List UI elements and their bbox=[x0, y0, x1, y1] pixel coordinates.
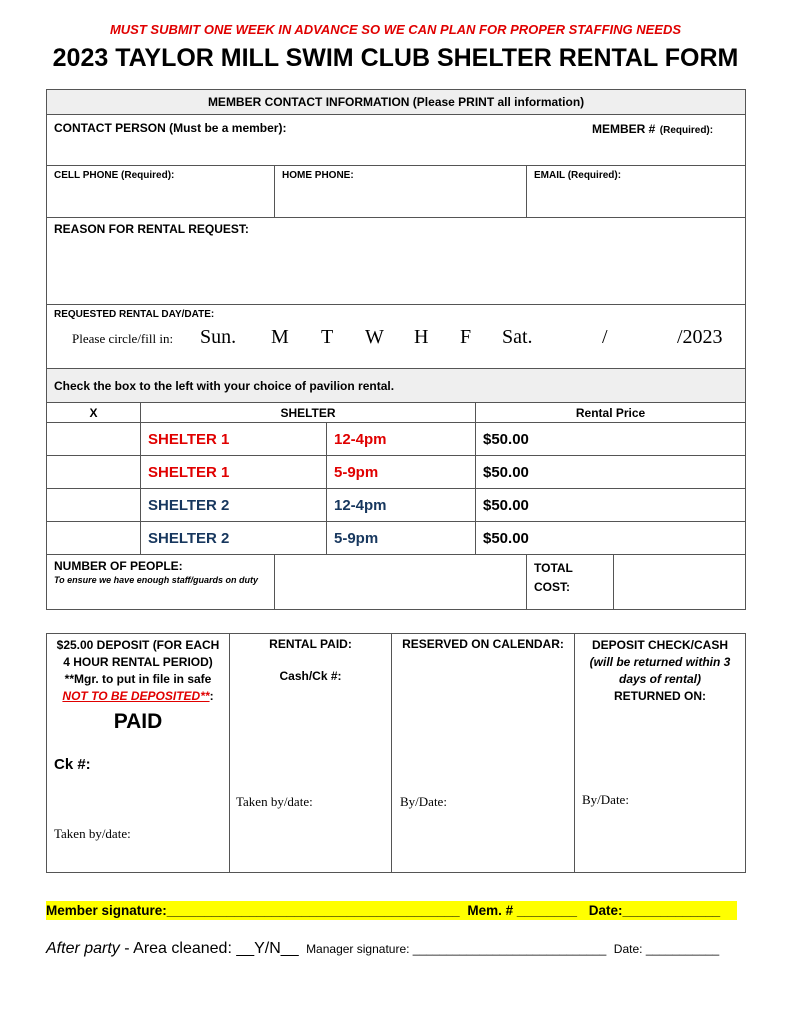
deposit-line3: **Mgr. to put in file in safe bbox=[64, 672, 212, 686]
number-of-people-label-cell bbox=[47, 555, 275, 610]
shelter-checkbox[interactable] bbox=[47, 456, 141, 489]
deposit-taken-by[interactable]: Taken by/date: bbox=[54, 826, 131, 841]
day-fri[interactable]: F bbox=[460, 326, 472, 348]
rental-paid-label: RENTAL PAID: bbox=[269, 637, 352, 651]
home-phone-field[interactable]: HOME PHONE: bbox=[275, 166, 527, 218]
requested-date-label: REQUESTED RENTAL DAY/DATE: bbox=[54, 309, 215, 320]
reserved-calendar-label: RESERVED ON CALENDAR: bbox=[402, 637, 564, 651]
date-year: /2023 bbox=[677, 326, 723, 348]
advance-notice: MUST SUBMIT ONE WEEK IN ADVANCE SO WE CAN PLAN FOR PROPER STAFFING NEEDS bbox=[109, 22, 682, 37]
shelter-name: SHELTER 1 bbox=[141, 423, 327, 456]
email-field[interactable]: EMAIL (Required): bbox=[527, 166, 746, 218]
day-tue[interactable]: T bbox=[321, 326, 334, 348]
shelter-price: $50.00 bbox=[476, 522, 746, 555]
shelter-checkbox[interactable] bbox=[47, 423, 141, 456]
returned-by-date[interactable]: By/Date: bbox=[582, 792, 629, 807]
day-mon[interactable]: M bbox=[271, 326, 289, 348]
shelter-time: 12-4pm bbox=[327, 423, 476, 456]
member-number-label: MEMBER # (Required): bbox=[591, 122, 714, 136]
shelter-time: 5-9pm bbox=[327, 522, 476, 555]
shelter-checkbox[interactable] bbox=[47, 489, 141, 522]
area-cleaned-label[interactable]: - Area cleaned: __Y/N__ bbox=[124, 940, 299, 957]
deposit-line2: 4 HOUR RENTAL PERIOD) bbox=[63, 655, 213, 669]
reserved-by-date[interactable]: By/Date: bbox=[400, 794, 447, 809]
total-cost-label: TOTAL COST: bbox=[527, 555, 614, 610]
deposit-check-title: DEPOSIT CHECK/CASH bbox=[591, 638, 728, 652]
day-sat[interactable]: Sat. bbox=[502, 326, 533, 348]
reason-field[interactable]: REASON FOR RENTAL REQUEST: bbox=[47, 218, 746, 305]
member-number-blank[interactable]: ________ bbox=[516, 903, 577, 918]
member-signature-line[interactable] bbox=[46, 901, 737, 920]
after-party-line bbox=[46, 940, 719, 958]
day-thu[interactable]: H bbox=[414, 326, 429, 348]
number-of-people-input[interactable] bbox=[275, 555, 527, 610]
deposit-cell[interactable]: $25.00 DEPOSIT (FOR EACH 4 HOUR RENTAL PERIOD) **Mgr. to put in file in safe NOT TO BE DEPOSITED**: PAID Ck #: Taken by/date: bbox=[47, 634, 230, 873]
day-wed[interactable]: W bbox=[365, 326, 384, 348]
after-party-label: After party bbox=[46, 940, 120, 957]
contact-header: MEMBER CONTACT INFORMATION (Please PRINT all information) bbox=[47, 90, 746, 115]
number-of-people-note: To ensure we have enough staff/guards on duty bbox=[54, 575, 259, 585]
reserved-calendar-cell[interactable] bbox=[392, 634, 575, 873]
rental-form-table bbox=[46, 89, 746, 610]
shelter-row bbox=[47, 522, 746, 555]
shelter-row bbox=[47, 456, 746, 489]
shelter-time: 5-9pm bbox=[327, 456, 476, 489]
day-sun[interactable]: Sun. bbox=[200, 326, 237, 348]
shelter-checkbox[interactable] bbox=[47, 522, 141, 555]
member-signature-blank[interactable]: _______________________________________ bbox=[166, 903, 460, 918]
deposit-line1: $25.00 DEPOSIT (FOR EACH bbox=[56, 638, 220, 652]
shelter-row bbox=[47, 489, 746, 522]
not-deposited-note: NOT TO BE DEPOSITED** bbox=[62, 689, 210, 703]
manager-signature-line[interactable]: Manager signature: _____________________________ bbox=[306, 942, 607, 956]
deposit-check-note: (will be returned within 3 days of rental) bbox=[589, 655, 731, 686]
total-cost-input[interactable] bbox=[614, 555, 746, 610]
returned-on-label: RETURNED ON: bbox=[614, 689, 706, 703]
shelter-price: $50.00 bbox=[476, 489, 746, 522]
rental-paid-cell[interactable] bbox=[230, 634, 392, 873]
shelter-row bbox=[47, 423, 746, 456]
member-number-label-bottom: Mem. # bbox=[467, 903, 514, 918]
cell-phone-field[interactable]: CELL PHONE (Required): bbox=[47, 166, 275, 218]
deposit-check-number[interactable]: Ck #: bbox=[54, 756, 91, 773]
deposit-table bbox=[46, 633, 746, 873]
number-of-people-label: NUMBER OF PEOPLE: bbox=[54, 559, 183, 573]
signature-date-blank[interactable]: _____________ bbox=[622, 903, 721, 918]
shelter-name: SHELTER 1 bbox=[141, 456, 327, 489]
date-slash: / bbox=[602, 326, 608, 348]
shelter-price: $50.00 bbox=[476, 423, 746, 456]
form-title: 2023 TAYLOR MILL SWIM CLUB SHELTER RENTAL FORM bbox=[52, 44, 739, 72]
col-shelter-header: SHELTER bbox=[141, 403, 476, 423]
requested-date-field[interactable] bbox=[47, 305, 746, 369]
shelter-name: SHELTER 2 bbox=[141, 522, 327, 555]
cash-check-label: Cash/Ck #: bbox=[279, 669, 342, 683]
col-price-header: Rental Price bbox=[476, 403, 746, 423]
deposit-return-cell[interactable] bbox=[575, 634, 746, 873]
member-signature-label: Member signature: bbox=[46, 903, 167, 918]
shelter-time: 12-4pm bbox=[327, 489, 476, 522]
circle-instruction: Please circle/fill in: bbox=[72, 331, 174, 346]
manager-date-line[interactable]: Date: ___________ bbox=[613, 942, 720, 956]
shelter-price: $50.00 bbox=[476, 456, 746, 489]
contact-person-field[interactable] bbox=[47, 115, 746, 166]
pavilion-instruction: Check the box to the left with your choice of pavilion rental. bbox=[47, 369, 746, 403]
contact-person-label: CONTACT PERSON (Must be a member): bbox=[54, 121, 287, 135]
rental-taken-by[interactable]: Taken by/date: bbox=[236, 794, 313, 809]
signature-date-label: Date: bbox=[588, 903, 623, 918]
paid-stamp: PAID bbox=[113, 710, 163, 733]
col-x-header: X bbox=[47, 403, 141, 423]
shelter-name: SHELTER 2 bbox=[141, 489, 327, 522]
